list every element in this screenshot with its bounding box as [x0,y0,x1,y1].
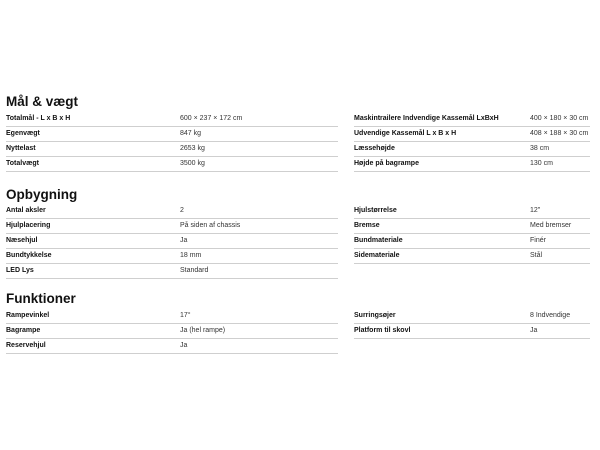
spec-label: Udvendige Kassemål L x B x H [354,130,457,137]
spec-row [6,324,338,339]
spec-label: Læssehøjde [354,145,395,152]
spec-column-left [6,112,338,172]
spec-label: Platform til skovl [354,327,411,334]
spec-row [354,249,590,264]
spec-label: Hjulplacering [6,222,51,229]
spec-row [354,157,590,172]
spec-row [354,204,590,219]
spec-row [6,219,338,234]
spec-row [354,234,590,249]
spec-row [6,157,338,172]
spec-value: Ja (hel rampe) [180,327,226,334]
spec-value: 847 kg [180,130,202,137]
spec-value: 600 × 237 × 172 cm [180,115,243,122]
spec-label: LED Lys [6,267,34,274]
spec-value: 12" [530,207,541,214]
spec-label: Sidemateriale [354,252,400,259]
spec-column-left [6,309,338,354]
spec-value: Finér [530,237,546,244]
spec-label: Totalvægt [6,160,39,167]
spec-row [354,142,590,157]
spec-column-right [354,112,590,172]
spec-value: 3500 kg [180,160,205,167]
spec-row [6,309,338,324]
spec-label: Næsehjul [6,237,38,244]
spec-label: Surringsøjer [354,312,396,319]
spec-label: Totalmål - L x B x H [6,115,71,122]
spec-value: Med bremser [530,222,572,229]
spec-value: Stål [530,252,543,259]
spec-label: Bagrampe [6,327,41,334]
spec-row [6,249,338,264]
spec-value: Ja [180,342,188,349]
section-title: Opbygning [6,187,78,202]
section-title: Mål & vægt [6,94,79,109]
spec-value: 38 cm [530,145,550,152]
spec-column-left [6,204,338,279]
spec-value: Standard [180,267,209,274]
spec-label: Maskintrailere Indvendige Kassemål LxBxH [354,115,499,122]
spec-value: 18 mm [180,252,202,259]
spec-label: Bundtykkelse [6,252,52,259]
spec-value: Ja [180,237,188,244]
spec-label: Højde på bagrampe [354,160,419,167]
spec-row [354,219,590,234]
spec-row [354,112,590,127]
spec-value: 17° [180,312,191,319]
spec-value: 400 × 180 × 30 cm [530,115,589,122]
spec-row [6,142,338,157]
spec-value: 8 Indvendige [530,312,571,319]
spec-row [6,112,338,127]
spec-label: Bundmateriale [354,237,403,244]
spec-label: Reservehjul [6,342,46,349]
spec-row [6,127,338,142]
spec-label: Nyttelast [6,145,36,152]
section-title: Funktioner [6,291,76,306]
spec-value: 2 [180,207,184,214]
spec-label: Egenvægt [6,130,40,137]
spec-label: Rampevinkel [6,312,50,319]
spec-label: Bremse [354,222,380,229]
spec-column-right [354,309,590,339]
spec-value: 2653 kg [180,145,205,152]
spec-row [6,204,338,219]
spec-row [354,324,590,339]
spec-row [354,309,590,324]
spec-row [6,264,338,279]
spec-value: 408 × 188 × 30 cm [530,130,589,137]
spec-value: På siden af chassis [180,222,241,229]
spec-value: 130 cm [530,160,553,167]
spec-column-right [354,204,590,264]
spec-row [6,339,338,354]
spec-value: Ja [530,327,538,334]
spec-label: Hjulstørrelse [354,207,397,214]
spec-row [6,234,338,249]
spec-row [354,127,590,142]
spec-label: Antal aksler [6,207,46,214]
